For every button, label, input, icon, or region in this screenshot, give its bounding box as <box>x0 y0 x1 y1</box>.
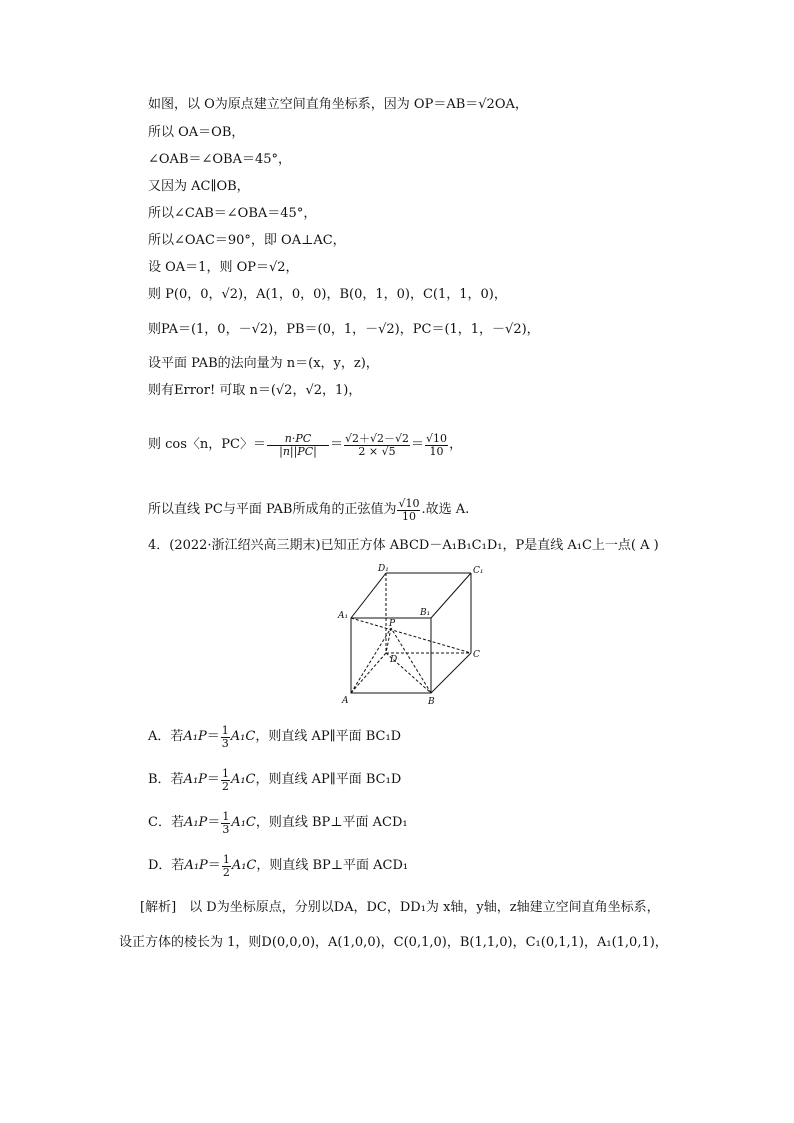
option-b-vector: A₁P <box>183 772 207 787</box>
label-p: P <box>389 619 396 629</box>
option-b-coefficient <box>221 768 230 793</box>
solution-line-9 <box>148 321 540 339</box>
option-b[interactable]: B．若 A₁P ＝ $\frac{1}{2}$ A₁C ，则直线 AP∥平面 BC₁D <box>148 766 402 793</box>
solution-line-7: 设 OA＝1，则 OP＝√2， <box>148 260 299 275</box>
coef-den: 2 <box>222 865 230 879</box>
comma: ， <box>449 437 463 452</box>
fraction-3 <box>425 433 448 458</box>
option-d-label: D．若 <box>148 858 185 873</box>
option-d-vector-2: A₁C <box>231 858 257 873</box>
solution-line-5: 所以∠CAB＝∠OBA＝45°， <box>148 206 317 221</box>
option-d-conclusion: ，则直线 BP⊥平面 ACD₁ <box>256 858 409 873</box>
solution-line-13 <box>148 490 469 530</box>
equals-sign: ＝ <box>411 437 425 452</box>
label-d1: D₁ <box>378 564 389 574</box>
vector-pb: PB＝(0，1，－√2)， <box>286 322 413 337</box>
label-b: B <box>428 697 435 707</box>
solution-line-11: 则有Error! 可取 n＝(√2，√2，1)， <box>148 383 362 398</box>
option-d-vector: A₁P <box>184 858 208 873</box>
option-a-label: A．若 <box>148 729 184 744</box>
fraction-1 <box>267 433 329 458</box>
sine-fraction-numerator: √10 <box>398 496 420 510</box>
option-d-coefficient <box>222 854 231 879</box>
diagonal-a1c <box>351 618 471 653</box>
option-c-vector-2: A₁C <box>231 815 256 830</box>
coef-num: 1 <box>222 809 230 823</box>
option-b-label: B．若 <box>148 772 184 787</box>
label-d: D <box>390 655 398 665</box>
solution-line-2: 所以 OA＝OB， <box>148 125 245 140</box>
option-c-conclusion: ，则直线 BP⊥平面 ACD₁ <box>255 815 408 830</box>
label-b1: B₁ <box>420 608 431 618</box>
coef-den: 3 <box>221 736 229 750</box>
fraction-1-denominator: |n||PC| <box>279 444 317 458</box>
fraction-1-numerator: n·PC <box>284 431 312 445</box>
coef-num: 1 <box>221 766 229 780</box>
option-b-conclusion: ，则直线 AP∥平面 BC₁D <box>255 772 402 787</box>
solution-line-6: 所以∠OAC＝90°，即 OA⊥AC， <box>148 233 346 248</box>
edge-a1d1 <box>351 573 386 618</box>
option-a-vector: A₁P <box>183 729 207 744</box>
sine-statement: 所以直线 PC与平面 PAB所成角的正弦值为 <box>148 502 397 517</box>
solution-line-8: 则 P(0，0，√2)，A(1，0，0)，B(0，1，0)，C(1，1，0)， <box>148 287 507 302</box>
option-a[interactable]: A．若 A₁P ＝ $\frac{1}{3}$ A₁C ，则直线 AP∥平面 BC₁D <box>148 723 402 750</box>
cos-prefix: 则 cos〈n，PC〉＝ <box>148 437 266 452</box>
coef-den: 2 <box>221 779 229 793</box>
edge-bc <box>431 653 471 693</box>
option-b-vector-2: A₁C <box>230 772 256 787</box>
solution-line-1: 如图，以 O为原点建立空间直角坐标系，因为 OP＝AB＝√2OA， <box>148 97 528 112</box>
coef-num: 1 <box>222 852 230 866</box>
coef-den: 3 <box>222 822 230 836</box>
vector-pa: PA＝(1，0，－√2)， <box>161 322 287 337</box>
option-c-coefficient <box>221 811 230 836</box>
answer-choice: .故选 A. <box>421 502 470 517</box>
fraction-3-numerator: √10 <box>426 431 448 445</box>
label-a1: A₁ <box>338 611 349 621</box>
question-stem: 4．(2022·浙江绍兴高三期末)已知正方体 ABCD－A₁B₁C₁D₁，P是直线 A₁C上一点( A ) <box>148 538 659 553</box>
edge-b1c1 <box>431 573 471 618</box>
label-c: C <box>473 650 480 660</box>
edge-ad <box>351 653 386 693</box>
label-c1: C₁ <box>473 566 484 576</box>
sine-fraction-denominator: 10 <box>401 509 416 523</box>
coef-num: 1 <box>221 723 229 737</box>
fraction-2-numerator: √2＋√2－√2 <box>345 431 410 445</box>
sine-fraction <box>397 498 420 523</box>
fraction-2-denominator: 2 × √5 <box>358 444 396 458</box>
solution-line-9-prefix: 则 <box>148 322 162 337</box>
fraction-3-denominator: 10 <box>429 444 444 458</box>
solution-line-10: 设平面 PAB的法向量为 n＝(x，y，z)， <box>148 356 379 371</box>
option-a-conclusion: ，则直线 AP∥平面 BC₁D <box>255 729 402 744</box>
analysis-line-1: [解析] 以 D为坐标原点，分别以DA，DC，DD₁为 x轴，y轴，z轴建立空间直角坐标系， <box>140 900 660 915</box>
fraction-2 <box>344 433 410 458</box>
solution-line-12 <box>148 420 462 470</box>
option-c-label: C．若 <box>148 815 184 830</box>
option-a-coefficient <box>221 725 230 750</box>
label-a: A <box>342 696 349 706</box>
equals-sign: ＝ <box>329 437 343 452</box>
segment-ap <box>351 628 391 693</box>
vector-pc: PC＝(1，1，－√2)， <box>412 322 540 337</box>
solution-line-3: ∠OAB＝∠OBA＝45°， <box>148 152 292 167</box>
option-c[interactable]: C．若 A₁P ＝ $\frac{1}{3}$ A₁C ，则直线 BP⊥平面 ACD₁ <box>148 809 408 836</box>
solution-line-4: 又因为 AC∥OB， <box>148 179 250 194</box>
option-a-vector-2: A₁C <box>230 729 256 744</box>
cube-figure <box>336 563 486 708</box>
option-c-vector: A₁P <box>183 815 208 830</box>
analysis-line-2: 设正方体的棱长为 1，则D(0,0,0)，A(1,0,0)，C(0,1,0)，B(1,1,0)，C₁(0,1,1)，A₁(1,0,1)， <box>119 935 668 950</box>
option-d[interactable]: D．若 A₁P ＝ $\frac{1}{2}$ A₁C ，则直线 BP⊥平面 ACD₁ <box>148 852 409 879</box>
